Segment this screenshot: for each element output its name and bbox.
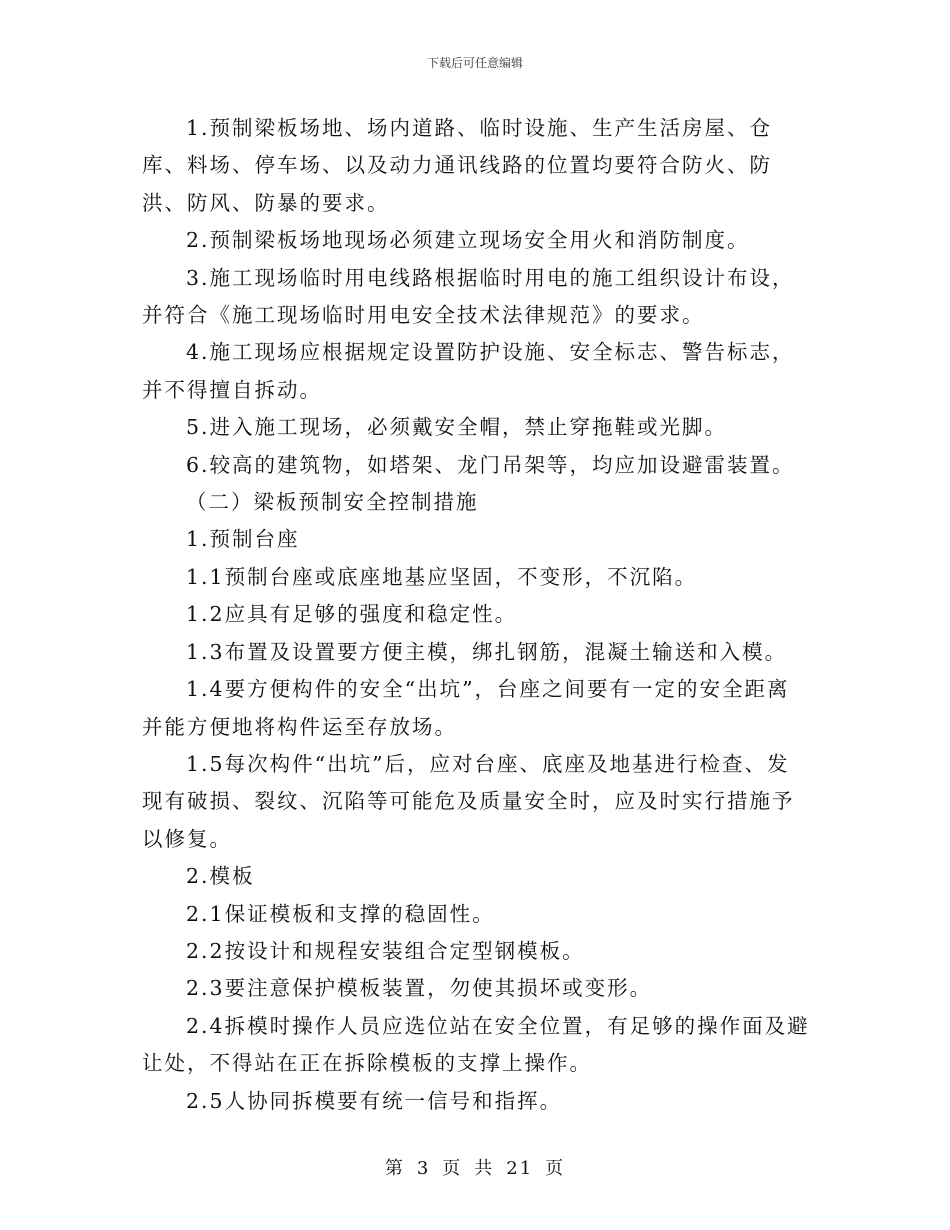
- footer-current-page: 3: [416, 1158, 431, 1179]
- paragraph-1-2: 1.2应具有足够的强度和稳定性。: [186, 602, 518, 627]
- paragraph-2-2: 2.2按设计和规程安装组合定型钢模板。: [186, 938, 585, 963]
- section-heading: （二）梁板预制安全控制措施: [186, 490, 479, 515]
- paragraph-4: 4.施工现场应根据规定设置防护设施、安全标志、警告标志，并不得擅自拆动。: [142, 340, 795, 402]
- footer-total-pages: 21: [506, 1158, 534, 1179]
- paragraph-3: 3.施工现场临时用电线路根据临时用电的施工组织设计布设，并符合《施工现场临时用电安全技术法律规范》的要求。: [142, 265, 795, 328]
- subsection-heading-formwork: 2.模板: [186, 864, 255, 889]
- paragraph-2-1: 2.1保证模板和支撑的稳固性。: [186, 901, 495, 926]
- paragraph-2: 2.预制梁板场地现场必须建立现场安全用火和消防制度。: [186, 228, 750, 253]
- footer-page-word: 页: [442, 1158, 463, 1179]
- paragraph-2-3: 2.3要注意保护模板装置，勿使其损坏或变形。: [186, 976, 653, 1001]
- paragraph-1: 1.预制梁板场地、场内道路、临时设施、生产生活房屋、仓库、料场、停车场、以及动力通讯线路的位置均要符合防火、防洪、防风、防暴的要求。: [142, 116, 773, 215]
- document-body: [142, 110, 812, 1120]
- paragraph-1-3: 1.3布置及设置要方便主模，绑扎钢筋，混凝土输送和入模。: [186, 639, 788, 664]
- paragraph-5: 5.进入施工现场，必须戴安全帽，禁止穿拖鞋或光脚。: [186, 415, 728, 440]
- footer-total-word: 共: [474, 1158, 495, 1179]
- page-number-footer: [0, 1154, 950, 1180]
- footer-prefix: 第: [384, 1158, 405, 1179]
- page-header-note: 下载后可任意编辑: [426, 56, 523, 70]
- paragraph-2-4: 2.4拆模时操作人员应选位站在安全位置，有足够的操作面及避让处，不得站在正在拆除模板的支撑上操作。: [142, 1013, 810, 1076]
- footer-suffix: 页: [545, 1158, 566, 1179]
- paragraph-1-5: 1.5每次构件“出坑”后，应对台座、底座及地基进行检查、发现有破损、裂纹、沉陷等可能危及质量安全时，应及时实行措施予以修复。: [142, 751, 795, 851]
- paragraph-1-1: 1.1预制台座或底座地基应坚固，不变形，不沉陷。: [186, 564, 698, 589]
- paragraph-6: 6.较高的建筑物，如塔架、龙门吊架等，均应加设避雷装置。: [186, 452, 795, 477]
- paragraph-1-4: 1.4要方便构件的安全“出坑”，台座之间要有一定的安全距离并能方便地将构件运至存放场。: [142, 677, 790, 739]
- paragraph-2-5: 2.5人协同拆模要有统一信号和指挥。: [186, 1088, 563, 1113]
- subsection-heading-prefab-pedestal: 1.预制台座: [186, 527, 300, 552]
